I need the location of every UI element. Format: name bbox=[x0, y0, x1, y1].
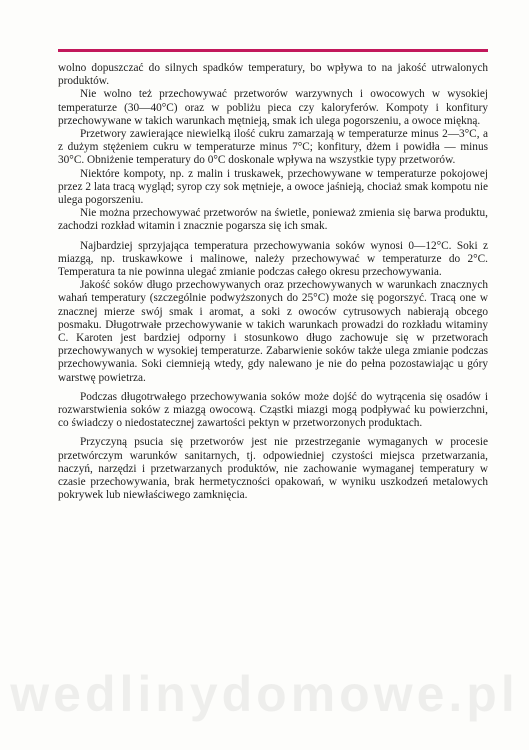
paragraph-7: Jakość soków długo przechowywanych oraz przechowywanych w warunkach znacznych wahań temperatury (szczególnie podwyższonych do 25°C) może się pogorszyć. Tracą one w znacznej mierze swój smak i aromat, a soki z owoców cytrusowych nabierają obcego posmaku. Długotrwałe przechowywanie w takich warunkach prowadzi do rozkładu witaminy C. Karoten jest bardziej odporny i stosunkowo długo zachowuje się w przetworach przechowywanych w wysokiej temperaturze. Zabarwienie soków także ulega zmianie podczas przechowywania. Soki ciemnieją wtedy, gdy nalewano je nie do pełna pozostawiając u góry warstwę powietrza. bbox=[58, 279, 488, 384]
paragraph-3: Przetwory zawierające niewielką ilość cukru zamarzają w temperaturze minus 2—3°C, a z dużym stężeniem cukru w temperaturze minus 7°C; konfitury, dżem i powidła — minus 30°C. Obniżenie temperatury do 0°C doskonale wpływa na wszystkie typy przetworów. bbox=[58, 128, 488, 167]
paragraph-6: Najbardziej sprzyjająca temperatura przechowywania soków wynosi 0—12°C. Soki z miazgą, np. truskawkowe i malinowe, należy przechowywać w temperaturze do 2°C. Temperatura ta nie powinna ulegać zmianie podczas całego okresu przechowywania. bbox=[58, 239, 488, 279]
paragraph-1: wolno dopuszczać do silnych spadków temperatury, bo wpływa to na jakość utrwalonych produktów. bbox=[58, 62, 488, 88]
top-accent-rule bbox=[58, 49, 488, 52]
paragraph-9: Przyczyną psucia się przetworów jest nie przestrzeganie wymaganych w procesie przetwórczym warunków sanitarnych, tj. odpowiedniej czystości miejsca przetwarzania, naczyń, narzędzi i przetwarzanych produktów, nie zachowanie wymaganej temperatury w czasie przechowywania, brak hermetyczności opakowań, w wyniku uszkodzeń metalowych pokrywek lub niewłaściwego zamknięcia. bbox=[58, 436, 488, 502]
paragraph-5: Nie można przechowywać przetworów na świetle, ponieważ zmienia się barwa produktu, zachodzi rozkład witamin i znacznie pogarsza się ich smak. bbox=[58, 207, 488, 233]
page-text bbox=[58, 62, 488, 503]
paragraph-4: Niektóre kompoty, np. z malin i truskawek, przechowywane w temperaturze pokojowej przez 2 lata tracą wygląd; syrop czy sok mętnieje, a owoce jaśnieją, chociaż smak kompotu nie ulega pogorszeniu. bbox=[58, 167, 488, 207]
paragraph-2: Nie wolno też przechowywać przetworów warzywnych i owocowych w wysokiej temperaturze (30—40°C) oraz w pobliżu pieca czy kaloryferów. Kompoty i konfitury przechowywane w takich warunkach mętnieją, smak ich ulega pogorszeniu, a owoce miękną. bbox=[58, 88, 488, 127]
paragraph-8: Podczas długotrwałego przechowywania soków może dojść do wytrącenia się osadów i rozwarstwienia soków z miazgą owocową. Cząstki miazgi mogą podpływać ku powierzchni, co świadczy o niedostatecznej zawartości pektyn w przetworzonych produktach. bbox=[58, 390, 488, 430]
watermark: wedlinydomowe.pl bbox=[10, 666, 519, 722]
